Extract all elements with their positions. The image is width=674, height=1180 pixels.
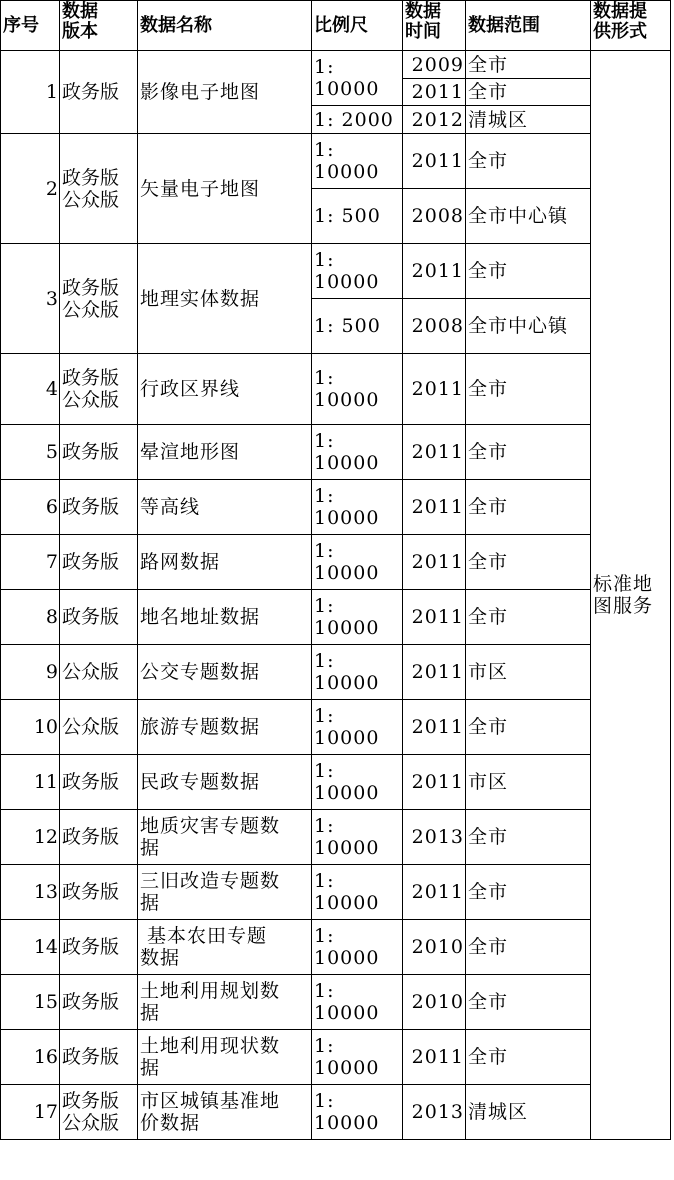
data-year-cell: 2011 [403,700,466,755]
data-name-cell [138,920,312,975]
data-version [60,975,138,1030]
row-number: 15 [1,975,60,1030]
data-version [60,480,138,535]
data-version [60,590,138,645]
data-name-text-line: 数据 [140,947,181,969]
data-range-cell: 全市中心镇 [466,299,591,354]
row-number: 7 [1,535,60,590]
header-time [403,1,466,51]
data-year-cell: 2011 [403,354,466,425]
data-version [60,134,138,244]
data-year-cell: 2011 [403,134,466,189]
header-version-line-2: 版本 [62,21,98,42]
data-name-text-line: 等高线 [140,496,201,518]
data-name-cell [138,244,312,354]
data-version-line: 公众版 [62,389,120,411]
data-range-cell: 全市 [466,535,591,590]
table-row [1,535,671,590]
data-version [60,1085,138,1140]
data-range-cell: 全市 [466,975,591,1030]
data-name-text-line: 土地利用现状数 [140,1035,281,1057]
data-range-cell: 全市 [466,134,591,189]
data-version-line: 公众版 [62,716,120,738]
data-range-cell: 全市 [466,354,591,425]
data-version-line: 政务版 [62,991,120,1013]
data-name-text-line: 市区城镇基准地 [140,1090,281,1112]
row-number: 9 [1,645,60,700]
table-row [1,590,671,645]
data-name-text-line: 地理实体数据 [140,287,261,310]
data-version-line: 政务版 [62,276,120,299]
table-row [1,700,671,755]
header-row [1,1,671,51]
data-name-cell [138,865,312,920]
data-range-cell: 清城区 [466,1085,591,1140]
data-name-cell [138,590,312,645]
data-version-line: 政务版 [62,771,120,793]
row-number: 6 [1,480,60,535]
data-range-cell: 清城区 [466,106,591,134]
data-version-line: 政务版 [62,367,120,389]
data-year-cell: 2013 [403,1085,466,1140]
row-number: 11 [1,755,60,810]
table-row [1,354,671,425]
data-year-cell: 2010 [403,975,466,1030]
data-version [60,354,138,425]
scale-cell: 1: 500 [312,189,403,244]
scale-cell: 1: 10000 [312,354,403,425]
data-version [60,244,138,354]
table-body [1,51,671,1140]
header-form-line-1: 数据提 [593,1,647,22]
data-version [60,51,138,134]
data-name-text-line: 民政专题数据 [140,771,261,793]
scale-cell: 1: 10000 [312,1085,403,1140]
row-number: 8 [1,590,60,645]
scale-cell: 1: 10000 [312,1030,403,1085]
data-name-cell [138,975,312,1030]
data-name-cell [138,1030,312,1085]
scale-cell: 1: 2000 [312,106,403,134]
data-version-line: 公众版 [62,661,120,683]
row-number: 14 [1,920,60,975]
table-row [1,645,671,700]
row-number: 4 [1,354,60,425]
provide-form-line: 标准地 [593,573,654,595]
table-row [1,1030,671,1085]
data-year-cell: 2011 [403,425,466,480]
data-year-cell: 2011 [403,535,466,590]
data-range-cell: 全市 [466,700,591,755]
data-name-text-line: 据 [140,1002,161,1024]
data-name-cell [138,134,312,244]
data-version [60,920,138,975]
data-name-text-line: 路网数据 [140,551,221,573]
data-version-line: 公众版 [62,1112,120,1134]
scale-cell: 1: 10000 [312,920,403,975]
scale-cell: 1: 500 [312,299,403,354]
data-range-cell: 全市 [466,1030,591,1085]
data-name-cell [138,755,312,810]
data-year-cell: 2011 [403,480,466,535]
data-version [60,755,138,810]
header-time-line-1: 数据 [405,1,441,22]
header-version-line-1: 数据 [62,1,98,22]
row-number: 10 [1,700,60,755]
data-range-cell: 全市 [466,425,591,480]
data-range-cell: 全市 [466,590,591,645]
row-number: 16 [1,1030,60,1085]
data-year-cell: 2011 [403,244,466,299]
data-version-line: 政务版 [62,826,120,848]
scale-cell: 1: 10000 [312,535,403,590]
row-number: 12 [1,810,60,865]
scale-cell: 1: 10000 [312,480,403,535]
data-range-cell: 市区 [466,755,591,810]
data-year-cell: 2010 [403,920,466,975]
data-name-cell [138,645,312,700]
data-name-text-line: 地质灾害专题数 [140,815,281,837]
data-name-cell [138,480,312,535]
data-name-text-line: 影像电子地图 [140,81,261,103]
data-name-cell [138,51,312,134]
data-name-text-line: 晕渲地形图 [140,441,241,463]
data-range-cell: 全市 [466,51,591,79]
data-year-cell: 2013 [403,810,466,865]
data-year-cell: 2011 [403,865,466,920]
table-row [1,920,671,975]
data-name-text-line: 基本农田专题 [140,925,268,947]
header-name: 数据名称 [138,1,312,51]
data-version-line: 政务版 [62,496,120,518]
scale-cell: 1: 10000 [312,975,403,1030]
table-row [1,244,671,299]
data-year-cell: 2011 [403,1030,466,1085]
data-version [60,425,138,480]
data-name-text-line: 据 [140,837,161,859]
table-row [1,810,671,865]
provide-form-line: 图服务 [593,595,654,617]
data-name-cell [138,354,312,425]
table-row [1,1085,671,1140]
row-number: 17 [1,1085,60,1140]
table-row [1,480,671,535]
table-row [1,975,671,1030]
data-range-cell: 全市 [466,480,591,535]
row-number: 1 [1,51,60,134]
scale-cell: 1: 10000 [312,645,403,700]
header-form-line-2: 供形式 [593,21,647,42]
data-name-text-line: 据 [140,892,161,914]
table-row [1,425,671,480]
scale-cell: 1: 10000 [312,755,403,810]
data-version-line: 政务版 [62,1046,120,1068]
data-version [60,810,138,865]
data-name-text-line: 行政区界线 [140,378,241,400]
data-version [60,1030,138,1085]
data-year-cell: 2008 [403,189,466,244]
data-range-cell: 全市 [466,865,591,920]
data-version-line: 政务版 [62,166,120,189]
data-name-text-line: 地名地址数据 [140,606,261,628]
data-year-cell: 2011 [403,590,466,645]
data-range-cell: 全市 [466,920,591,975]
data-name-text-line: 三旧改造专题数 [140,870,281,892]
data-version-line: 公众版 [62,188,120,211]
data-version-line: 政务版 [62,881,120,903]
header-range: 数据范围 [466,1,591,51]
data-range-cell: 全市 [466,810,591,865]
data-year-cell: 2011 [403,755,466,810]
scale-cell: 1: 10000 [312,590,403,645]
header-form [591,1,671,51]
data-name-text-line: 价数据 [140,1112,201,1134]
data-range-cell: 全市 [466,79,591,106]
data-name-cell [138,700,312,755]
data-range-cell: 全市中心镇 [466,189,591,244]
data-range-cell: 市区 [466,645,591,700]
scale-cell: 1: 10000 [312,425,403,480]
data-version [60,535,138,590]
header-no: 序号 [1,1,60,51]
data-name-text-line: 公交专题数据 [140,661,261,683]
data-version-line: 政务版 [62,551,120,573]
scale-cell: 1: 10000 [312,134,403,189]
data-version-line: 政务版 [62,936,120,958]
data-version-line: 政务版 [62,606,120,628]
data-year-cell: 2009 [403,51,466,79]
data-version-line: 政务版 [62,441,120,463]
scale-cell: 1: 10000 [312,244,403,299]
data-version-line: 政务版 [62,81,120,103]
data-range-cell: 全市 [466,244,591,299]
scale-cell: 1: 10000 [312,865,403,920]
data-version [60,700,138,755]
data-name-cell [138,425,312,480]
header-time-line-2: 时间 [405,21,441,42]
data-version-line: 公众版 [62,298,120,321]
table-row [1,865,671,920]
data-version [60,865,138,920]
data-name-cell [138,535,312,590]
row-number: 13 [1,865,60,920]
scale-cell: 1: 10000 [312,810,403,865]
header-version [60,1,138,51]
data-name-text-line: 矢量电子地图 [140,177,261,200]
header-scale: 比例尺 [312,1,403,51]
table-row [1,51,671,79]
data-name-cell [138,810,312,865]
data-year-cell: 2011 [403,79,466,106]
data-name-text-line: 旅游专题数据 [140,716,261,738]
data-version [60,645,138,700]
provide-form-cell [591,51,671,1140]
data-year-cell: 2012 [403,106,466,134]
table-row [1,134,671,189]
scale-cell: 1: 10000 [312,700,403,755]
table-row [1,755,671,810]
data-name-text-line: 据 [140,1057,161,1079]
data-year-cell: 2011 [403,645,466,700]
row-number: 3 [1,244,60,354]
data-year-cell: 2008 [403,299,466,354]
data-version-line: 政务版 [62,1090,120,1112]
data-name-cell [138,1085,312,1140]
row-number: 2 [1,134,60,244]
data-name-text-line: 土地利用规划数 [140,980,281,1002]
row-number: 5 [1,425,60,480]
scale-cell: 1: 10000 [312,51,403,106]
